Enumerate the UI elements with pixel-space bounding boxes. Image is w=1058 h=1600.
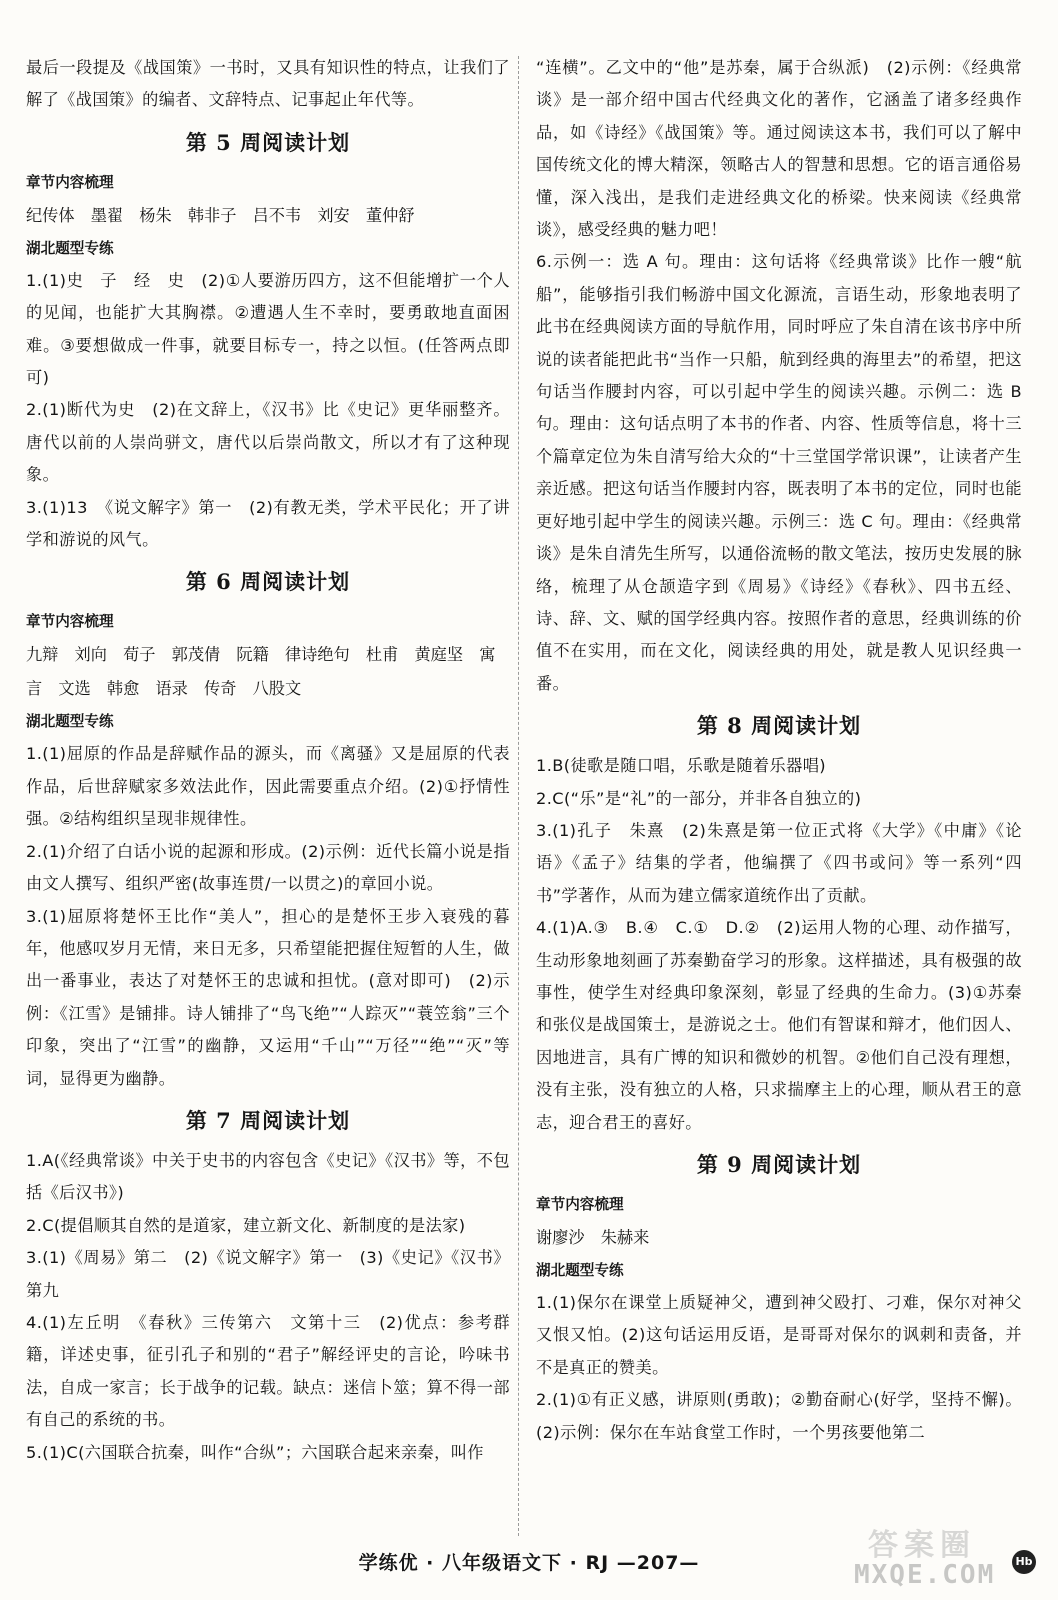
answer-paragraph: 1.(1)史 子 经 史 (2)①人要游历四方，这不但能增扩一个人的见闻，也能扩大其胸襟。②遭遇人生不幸时，要勇敢地直面困难。③要想做成一件事，就要目标专一，持之以恒。(任答两点即可): [26, 270, 510, 388]
left-column: [26, 52, 510, 1469]
answer-paragraph: 3.(1)《周易》第二 (2)《说文解字》第一 (3)《史记》《汉书》第九: [26, 1248, 510, 1300]
page-footer: 学练优 · 八年级语文下 · RJ —207—: [358, 1552, 700, 1574]
name-list: 谢廖沙 朱赫来: [536, 1228, 650, 1247]
answer-paragraph: 4.(1)A.③ B.④ C.① D.② (2)运用人物的心理、动作描写，生动形象地刻画了苏秦勤奋学习的形象。这样描述，具有极强的故事性，使学生对经典印象深刻，彰显了经典的生命力。(3)①苏秦和张仪是战国策士，是游说之士。他们有智谋和辩才，他们因人、因地进言，具有广博的知识和微妙的机智。②他们自己没有理想，没有主张，没有独立的人格，只求揣摩主上的心理，顺从君王的意志，迎合君王的喜好。: [536, 918, 1022, 1132]
answer-paragraph: 2.(1)介绍了白话小说的起源和形成。(2)示例：近代长篇小说是指由文人撰写、组织严密(故事连贯/一以贯之)的章回小说。: [26, 841, 510, 894]
week-heading: 第 6 周阅读计划: [185, 569, 351, 595]
section-label: 湖北题型专练: [26, 713, 114, 731]
section-label: 章节内容梳理: [536, 1196, 624, 1213]
answer-paragraph: 3.(1)孔子 朱熹 (2)朱熹是第一位正式将《大学》《中庸》《论语》《孟子》结集的学者，他编撰了《四书或问》等一系列“四书”学著作，从而为建立儒家道统作出了贡献。: [536, 820, 1022, 905]
answer-paragraph: 1.B(徒歌是随口唱，乐歌是随着乐器唱): [536, 756, 826, 776]
watermark-url: MXQE.COM: [854, 1560, 996, 1590]
answer-paragraph: 1.A(《经典常谈》中关于史书的内容包含《史记》《汉书》等，不包括《后汉书》): [26, 1150, 510, 1203]
answer-paragraph: 2.C(提倡顺其自然的是道家，建立新文化、新制度的是法家): [26, 1215, 466, 1235]
answer-paragraph: 1.(1)保尔在课堂上质疑神父，遭到神父殴打、刁难，保尔对神父又恨又怕。(2)这句话运用反语，是哥哥对保尔的讽刺和责备，并不是真正的赞美。: [536, 1293, 1022, 1377]
watermark-logo: [838, 1520, 1048, 1598]
week-heading: 第 7 周阅读计划: [185, 1107, 351, 1133]
week-heading: 第 8 周阅读计划: [696, 713, 862, 739]
right-column: [536, 52, 1022, 1449]
name-list: 九辩 刘向 荀子 郭茂倩 阮籍 律诗绝句 杜甫 黄庭坚 寓言 文选 韩愈 语录 传奇 八股文: [26, 645, 496, 699]
name-list: 纪传体 墨翟 杨朱 韩非子 吕不韦 刘安 董仲舒: [26, 205, 415, 225]
section-label: 章节内容梳理: [26, 173, 114, 191]
answer-paragraph: 3.(1)屈原将楚怀王比作“美人”，担心的是楚怀王步入衰残的暮年，他感叹岁月无情，来日无多，只希望能把握住短暂的人生，做出一番事业，表达了对楚怀王的忠诚和担忧。(意对即可) (2)示例：《江雪》是铺排。诗人铺排了“鸟飞绝”“人踪灭”“蓑笠翁”三个印象，突出了“江雪”的幽静，又运用“千山”“万径”“绝”“灭”等词，显得更为幽静。: [26, 906, 510, 1088]
answer-paragraph: 6.示例一：选 A 句。理由：这句话将《经典常谈》比作一艘“航船”，能够指引我们畅游中国文化源流，言语生动，形象地表明了此书在经典阅读方面的导航作用，同时呼应了朱自清在该书序中所说的读者能把此书“当作一只船，航到经典的海里去”的希望，把这句话当作腰封内容，可以引起中学生的阅读兴趣。示例二：选 B 句。理由：这句话点明了本书的作者、内容、性质等信息，将十三个篇章定位为朱自清写给大众的“十三堂国学常识课”，让读者产生亲近感。把这句话当作腰封内容，既表明了本书的定位，同时也能更好地引起中学生的阅读兴趣。示例三：选 C 句。理由：《经典常谈》是朱自清先生所写，以通俗流畅的散文笔法，按历史发展的脉络，梳理了从仓颉造字到《周易》《诗经》《春秋》、四书五经、诗、辞、文、赋的国学经典内容。按照作者的意思，经典训练的价值不在实用，而在文化，阅读经典的用处，就是教人见识经典一番。: [536, 252, 1022, 693]
answer-paragraph: 2.C(“乐”是“礼”的一部分，并非各自独立的): [536, 788, 862, 808]
answer-paragraph: 最后一段提及《战国策》一书时，又具有知识性的特点，让我们了解了《战国策》的编者、文辞特点、记事起止年代等。: [26, 58, 510, 110]
section-label: 湖北题型专练: [26, 239, 114, 257]
section-label: 湖北题型专练: [536, 1262, 624, 1279]
answer-paragraph: 4.(1)左丘明 《春秋》三传第六 文第十三 (2)优点：参考群籍，详述史事，征引孔子和别的“君子”解经评史的言论，吟味书法，自成一家言；长于战争的记载。缺点：迷信卜筮；算不得一部有自己的系统的书。: [26, 1312, 510, 1430]
watermark-text: 答案圈: [868, 1528, 976, 1563]
answer-paragraph: 5.(1)C(六国联合抗秦，叫作“合纵”；六国联合起来亲秦，叫作: [26, 1442, 484, 1462]
answer-paragraph: 2.(1)①有正义感，讲原则(勇敢)；②勤奋耐心(好学，坚持不懈)。(2)示例：保尔在车站食堂工作时，一个男孩要他第二: [536, 1390, 1022, 1442]
answer-paragraph: “连横”。乙文中的“他”是苏秦，属于合纵派) (2)示例：《经典常谈》是一部介绍中国古代经典文化的著作，它涵盖了诸多经典作品，如《诗经》《战国策》等。通过阅读这本书，我们可以了解中国传统文化的博大精深，领略古人的智慧和思想。它的语言通俗易懂，深入浅出，是我们走进经典文化的桥梁。快来阅读《经典常谈》，感受经典的魅力吧！: [536, 58, 1022, 240]
region-badge: Hb: [1012, 1550, 1036, 1574]
week-heading: 第 5 周阅读计划: [185, 129, 351, 155]
answer-paragraph: 3.(1)13 《说文解字》第一 (2)有教无类，学术平民化；开了讲学和游说的风气。: [26, 497, 510, 550]
section-label: 章节内容梳理: [26, 613, 114, 631]
week-heading: 第 9 周阅读计划: [696, 1152, 862, 1177]
answer-paragraph: 2.(1)断代为史 (2)在文辞上，《汉书》比《史记》更华丽整齐。唐代以前的人崇尚骈文，唐代以后崇尚散文，所以才有了这种现象。: [26, 400, 510, 485]
answer-paragraph: 1.(1)屈原的作品是辞赋作品的源头，而《离骚》又是屈原的代表作品，后世辞赋家多效法此作，因此需要重点介绍。(2)①抒情性强。②结构组织呈现非规律性。: [26, 744, 510, 829]
column-divider: [518, 56, 519, 1536]
